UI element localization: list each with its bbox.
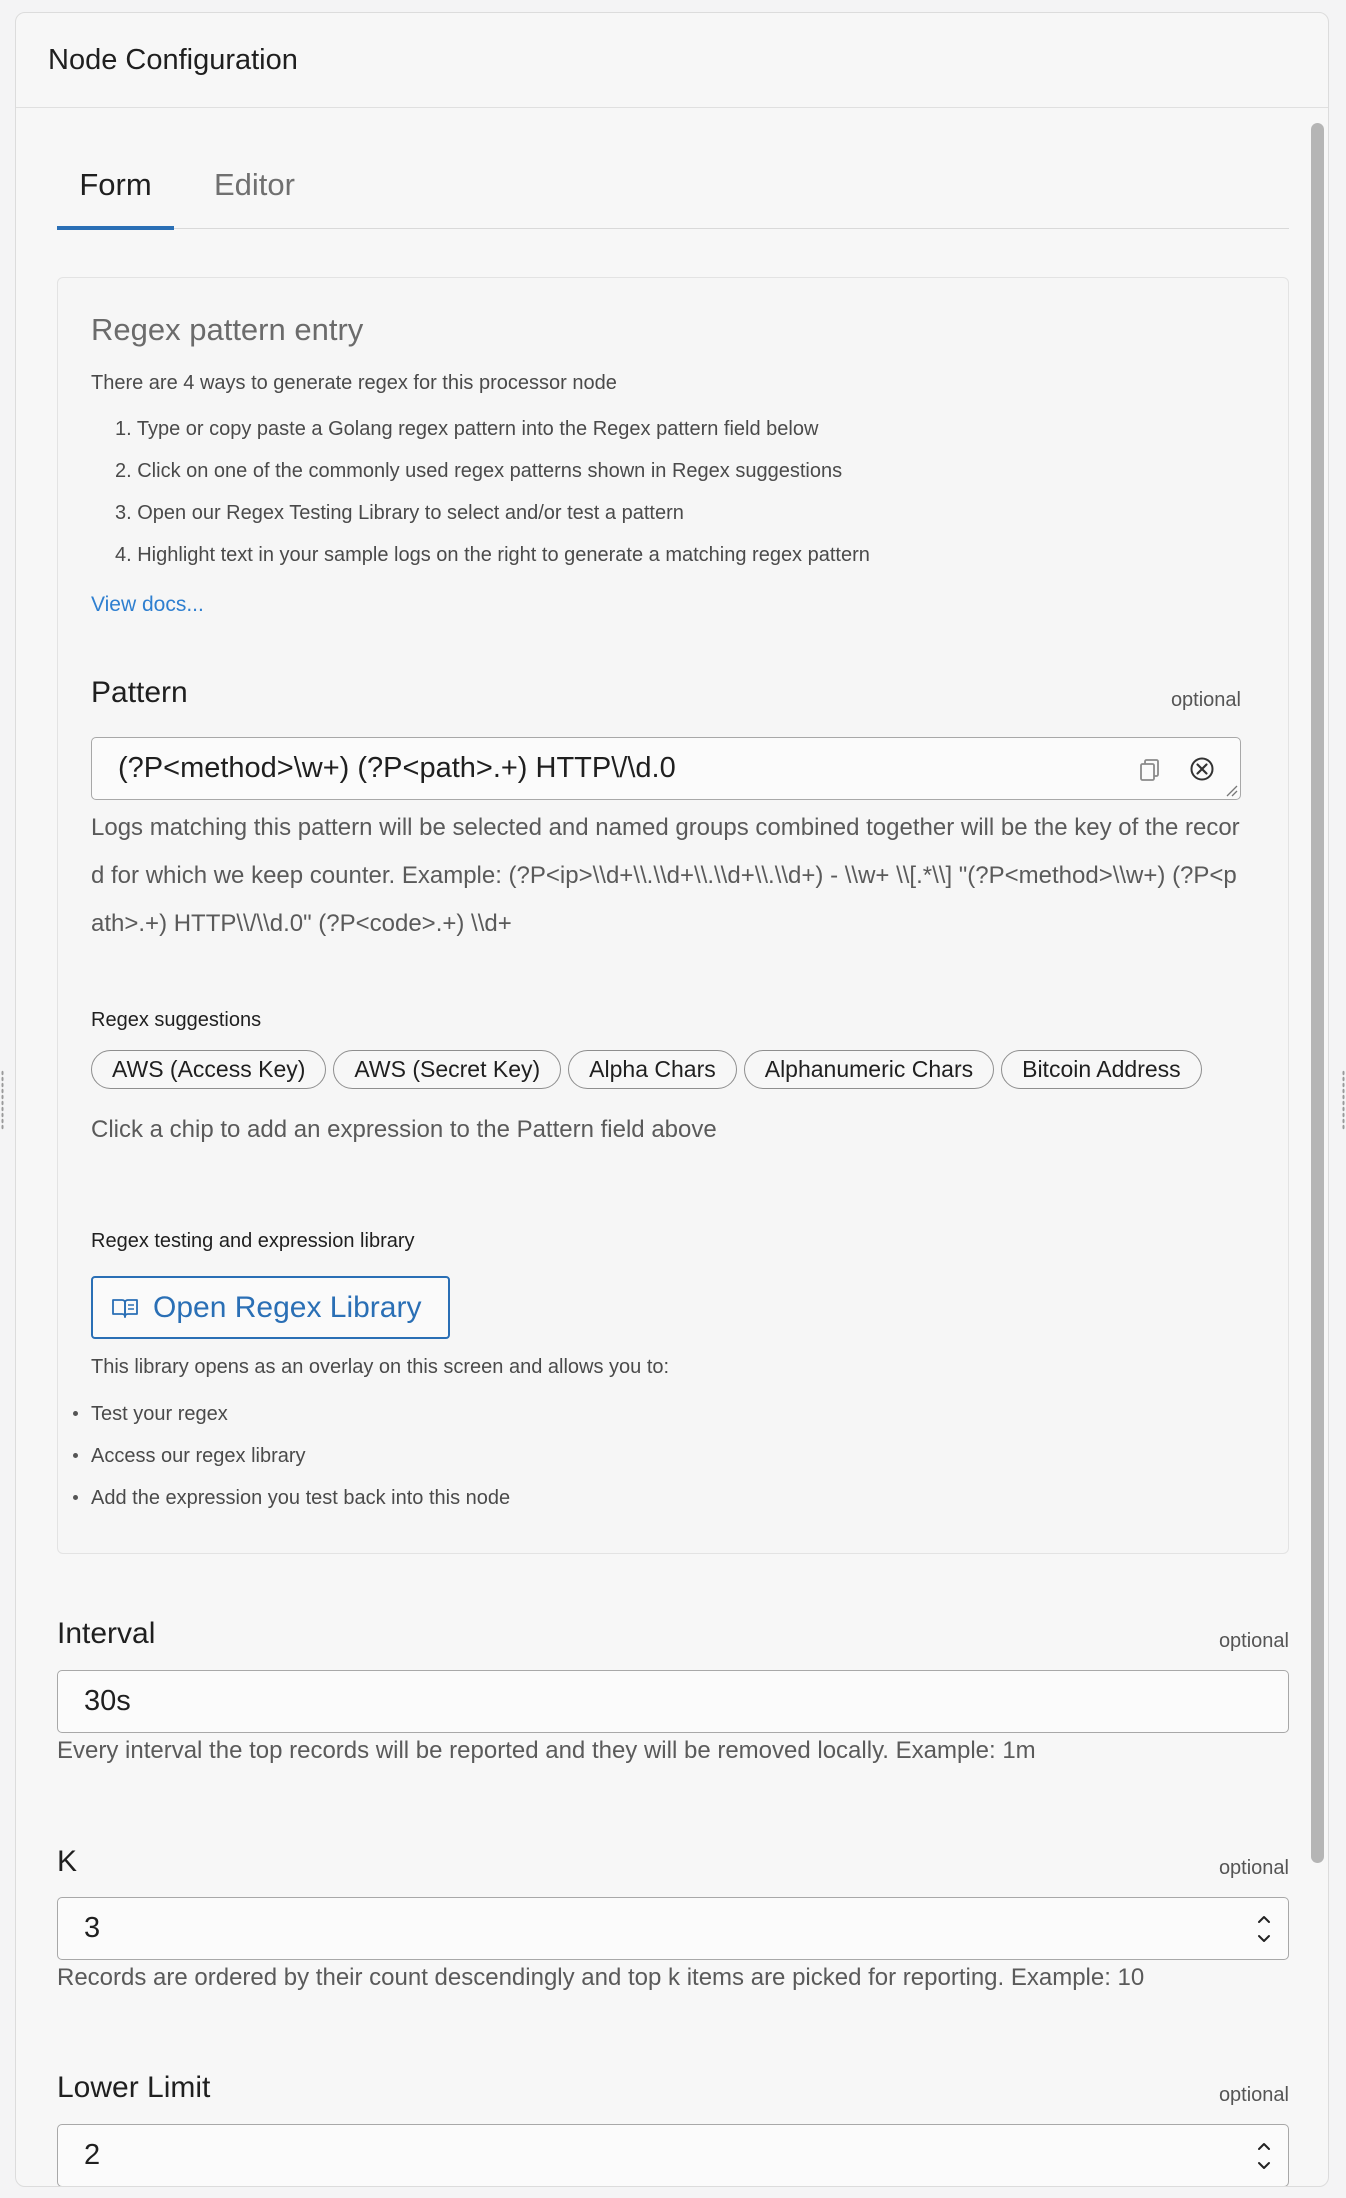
- library-note: This library opens as an overlay on this screen and allows you to:: [91, 1356, 670, 1378]
- tab-form-label: Form: [79, 167, 152, 202]
- interval-input[interactable]: [57, 1670, 1289, 1733]
- section-title: Regex pattern entry: [91, 312, 364, 347]
- copy-icon[interactable]: [1136, 755, 1164, 783]
- tab-editor-label: Editor: [214, 167, 295, 202]
- node-configuration-panel: [15, 12, 1329, 2187]
- form-content: [57, 109, 1289, 2171]
- open-regex-library-button[interactable]: [91, 1276, 450, 1339]
- stepper-arrows-icon[interactable]: [1254, 2134, 1274, 2178]
- lower-limit-number-input[interactable]: [57, 2124, 1289, 2187]
- chip-aws-secret-key[interactable]: AWS (Secret Key): [333, 1050, 561, 1089]
- scrollbar-thumb[interactable]: [1311, 123, 1324, 1863]
- tab-editor[interactable]: [214, 167, 295, 203]
- suggestions-label: Regex suggestions: [91, 1009, 262, 1031]
- chip-aws-access-key[interactable]: AWS (Access Key): [91, 1050, 326, 1089]
- step-item: 2. Click on one of the commonly used regex patterns shown in Regex suggestions: [115, 460, 843, 482]
- list-item: Access our regex library: [73, 1442, 510, 1484]
- steps-list: [91, 415, 870, 583]
- resize-handle-icon[interactable]: [1224, 783, 1238, 797]
- step-item: 4. Highlight text in your sample logs on the right to generate a matching regex pattern: [115, 544, 870, 566]
- book-icon: [111, 1297, 139, 1319]
- interval-label: Interval: [57, 1617, 156, 1650]
- tab-form[interactable]: [57, 167, 174, 228]
- chips-hint: Click a chip to add an expression to the Pattern field above: [91, 1116, 717, 1143]
- chip-bitcoin-address[interactable]: Bitcoin Address: [1001, 1050, 1202, 1089]
- lower-limit-optional-tag: optional: [1218, 2084, 1289, 2106]
- stepper-arrows-icon[interactable]: [1254, 1907, 1274, 1951]
- pattern-input[interactable]: [91, 737, 1241, 800]
- library-features-list: [73, 1400, 510, 1526]
- left-resize-handle[interactable]: [1, 1070, 4, 1130]
- lower-limit-value: 2: [84, 2139, 101, 2171]
- section-intro: There are 4 ways to generate regex for this processor node: [91, 372, 617, 394]
- tab-bar: [57, 109, 1289, 229]
- interval-help-text: Every interval the top records will be reported and they will be removed locally. Example: 1m: [57, 1737, 1036, 1764]
- k-value: 3: [84, 1912, 101, 1944]
- step-item: 3. Open our Regex Testing Library to select and/or test a pattern: [115, 502, 684, 524]
- view-docs-link[interactable]: View docs...: [91, 593, 204, 616]
- suggestion-chips: [91, 1050, 1241, 1091]
- chip-alphanumeric-chars[interactable]: Alphanumeric Chars: [744, 1050, 994, 1089]
- pattern-label: Pattern: [91, 676, 188, 709]
- pattern-value: (?P<method>\w+) (?P<path>.+) HTTP\/\d.0: [118, 752, 676, 784]
- chip-alpha-chars[interactable]: Alpha Chars: [568, 1050, 737, 1089]
- library-label: Regex testing and expression library: [91, 1230, 415, 1252]
- regex-pattern-section: [57, 277, 1289, 1554]
- right-resize-handle[interactable]: [1342, 1070, 1345, 1130]
- list-item: Add the expression you test back into this node: [73, 1484, 510, 1526]
- panel-title: Node Configuration: [48, 43, 298, 76]
- k-label: K: [57, 1845, 78, 1878]
- k-help-text: Records are ordered by their count descendingly and top k items are picked for reporting. Example: 10: [57, 1964, 1145, 1991]
- clear-icon[interactable]: [1188, 755, 1216, 783]
- panel-header: [16, 13, 1328, 108]
- k-optional-tag: optional: [1218, 1857, 1289, 1879]
- pattern-optional-tag: optional: [1170, 689, 1241, 711]
- open-regex-library-label: Open Regex Library: [153, 1290, 422, 1324]
- lower-limit-label: Lower Limit: [57, 2071, 211, 2104]
- list-item: Test your regex: [73, 1400, 510, 1442]
- step-item: 1. Type or copy paste a Golang regex pattern into the Regex pattern field below: [115, 418, 819, 440]
- active-tab-indicator: [57, 226, 174, 230]
- interval-value: 30s: [84, 1685, 131, 1717]
- scrollbar[interactable]: [1308, 109, 1328, 2186]
- interval-optional-tag: optional: [1218, 1630, 1289, 1652]
- pattern-help-text: Logs matching this pattern will be selected and named groups combined together will be the key of the record for which we keep counter. Example: (?P<ip>\\d+\\.\\d+\\.\\d+\\.\\d+) - \\w+ \\[.*\\] "(?P<method>\\w+) (?P<path>.+) HTTP\\/\\d.0" (?P<code>.+) \\d+: [91, 814, 1240, 937]
- k-number-input[interactable]: [57, 1897, 1289, 1960]
